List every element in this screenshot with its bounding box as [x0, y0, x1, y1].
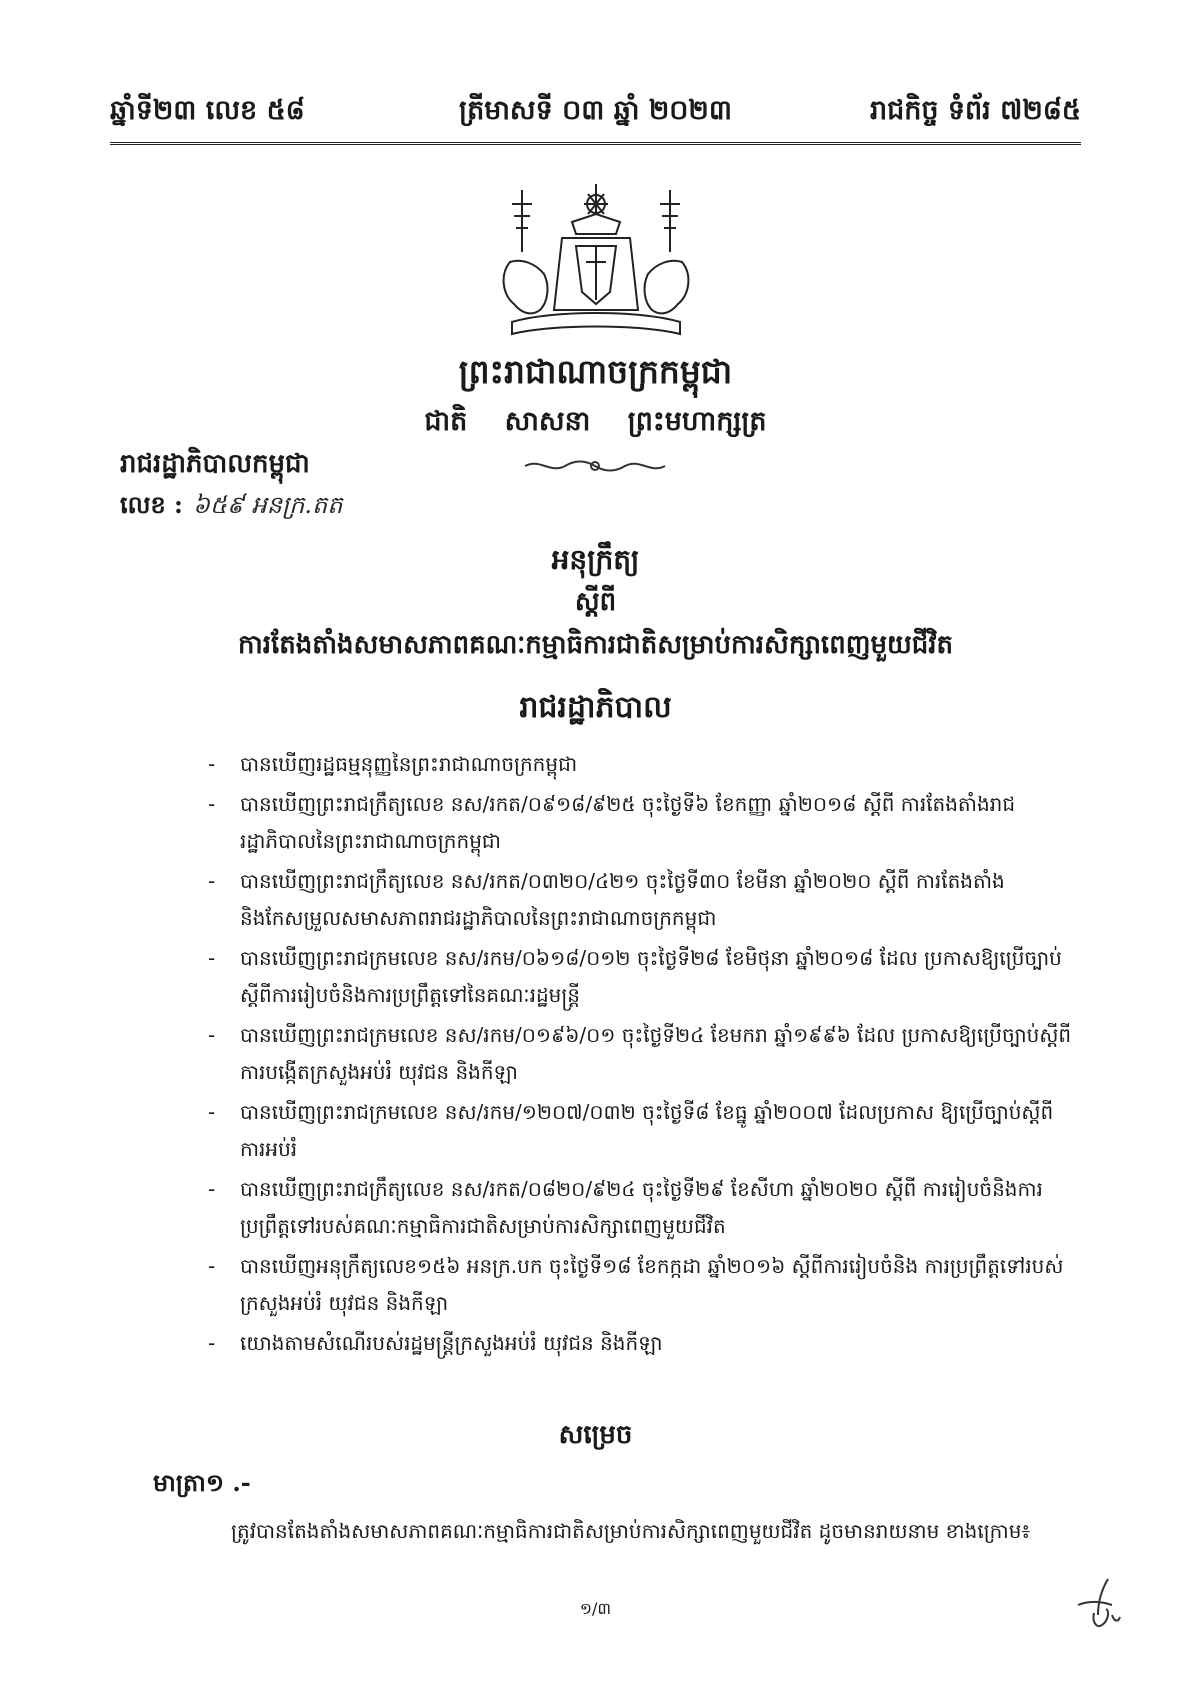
decision-heading: សម្រេច [558, 1420, 633, 1450]
document-subject: ការតែងតាំងសមាសភាពគណៈកម្មាធិការជាតិសម្រាប់ការសិក្សាពេញមួយជីវិត [238, 630, 953, 660]
preamble-item: - បានឃើញព្រះរាជក្រមលេខ នស/រកម/០១៩៦/០១ ចុះថ្ងៃទី២៤ ខែមករា ឆ្នាំ១៩៩៦ ដែល ប្រកាសឱ្យប្រើច្បាប់ស្តីពីការបង្កើតក្រសួងអប់រំ យុវជន និងកីឡា [208, 1017, 1073, 1091]
reference-number [120, 490, 342, 525]
preamble-item: - បានឃើញព្រះរាជក្រមលេខ នស/រកម/១២០៧/០៣២ ចុះថ្ងៃទី៨ ខែធ្នូ ឆ្នាំ២០០៧ ដែលប្រកាស ឱ្យប្រើច្បាប់ស្តីពីការអប់រំ [208, 1094, 1073, 1168]
ornament-divider-icon [520, 456, 670, 476]
gazette-label: រាជកិច្ច ទំព័រ [869, 95, 991, 126]
preamble-item: - បានឃើញអនុក្រឹត្យលេខ១៥៦ អនក្រ.បក ចុះថ្ងៃទី១៨ ខែកក្កដា ឆ្នាំ២០១៦ ស្តីពីការរៀបចំនិង ការប្រព្រឹត្តទៅរបស់ក្រសួងអប់រំ យុវជន និងកីឡា [208, 1248, 1073, 1322]
document-type: អនុក្រឹត្យ [551, 543, 640, 576]
gazette-page-number: ៧២៨៥ [1000, 95, 1081, 126]
article-title: មាត្រា១ .- [153, 1468, 251, 1497]
royal-coat-of-arms-icon [492, 182, 700, 342]
handwritten-initials-icon [1068, 1575, 1128, 1635]
kingdom-title: ព្រះរាជាណាចក្រកម្ពុជា [458, 352, 733, 391]
gazette-date: ត្រីមាសទី ០៣ ឆ្នាំ ២០២៣ [459, 95, 732, 126]
issuer-name: រាជរដ្ឋាភិបាលកម្ពុជា [120, 449, 310, 479]
preamble-item: - បានឃើញព្រះរាជក្រឹត្យលេខ នស/រកត/០៣២០/៤២១ ចុះថ្ងៃទី៣០ ខែមីនា ឆ្នាំ២០២០ ស្តីពី ការតែងតាំងនិងកែសម្រួលសមាសភាពរាជរដ្ឋាភិបាលនៃព្រះរាជាណាចក្រកម្ពុជា [208, 863, 1073, 937]
preamble-item: - បានឃើញព្រះរាជក្រមលេខ នស/រកម/០៦១៨/០១២ ចុះថ្ងៃទី២៨ ខែមិថុនា ឆ្នាំ២០១៨ ដែល ប្រកាសឱ្យប្រើច្បាប់ស្តីពីការរៀបចំនិងការប្រព្រឹត្តទៅនៃគណៈរដ្ឋមន្ត្រី [208, 940, 1073, 1014]
gazette-page [870, 94, 1081, 133]
preamble-item: - បានឃើញរដ្ឋធម្មនុញ្ញនៃព្រះរាជាណាចក្រកម្ពុជា [208, 746, 1073, 783]
document-authority: រាជរដ្ឋាភិបាល [519, 690, 672, 725]
preamble-item: - បានឃើញព្រះរាជក្រឹត្យលេខ នស/រកត/០៩១៨/៩២៥ ចុះថ្ងៃទី៦ ខែកញ្ញា ឆ្នាំ២០១៨ ស្តីពី ការតែងតាំងរាជរដ្ឋាភិបាលនៃព្រះរាជាណាចក្រកម្ពុជា [208, 786, 1073, 860]
gazette-header [110, 82, 1081, 145]
preamble-item: - បានឃើញព្រះរាជក្រឹត្យលេខ នស/រកត/០៨២០/៩២៤ ចុះថ្ងៃទី២៩ ខែសីហា ឆ្នាំ២០២០ ស្តីពី ការរៀបចំនិងការប្រព្រឹត្តទៅរបស់គណៈកម្មាធិការជាតិសម្រាប់ការសិក្សាពេញមួយជីវិត [208, 1171, 1073, 1245]
reference-label: លេខ : [120, 490, 183, 519]
national-motto: ជាតិ សាសនា ព្រះមហាក្សត្រ [424, 406, 767, 437]
page-indicator: ១/៣ [579, 1599, 612, 1618]
article-body: ត្រូវបានតែងតាំងសមាសភាពគណៈកម្មាធិការជាតិសម្រាប់ការសិក្សាពេញមួយជីវិត ដូចមានរាយនាម ខាងក្រោម៖ [231, 1519, 1031, 1543]
reference-value: ៦៥៩ អនក្រ.តត [192, 491, 343, 519]
document-about: ស្តីពី [574, 587, 617, 617]
gazette-year-issue: ឆ្នាំទី២៣ លេខ ៥៨ [110, 95, 305, 126]
preamble-item: - យោងតាមសំណើរបស់រដ្ឋមន្ត្រីក្រសួងអប់រំ យុវជន និងកីឡា [208, 1325, 1073, 1362]
preamble-list [208, 746, 1073, 1365]
